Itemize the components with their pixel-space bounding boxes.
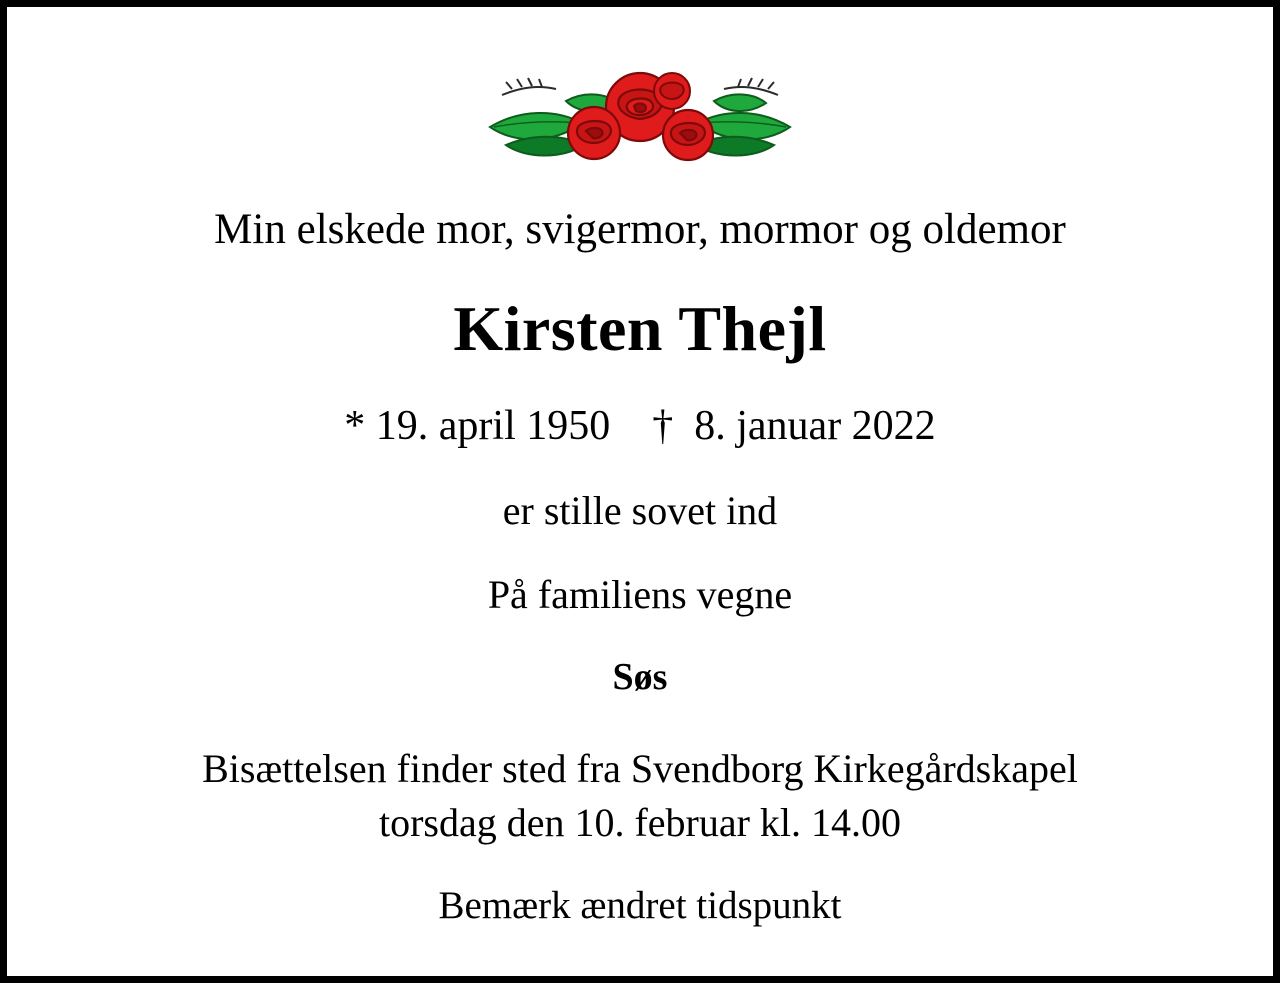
funeral-details [50,742,1230,850]
notice-headline: Min elskede mor, svigermor, mormor og oldemor [214,206,1066,253]
red-roses-ornament-icon [460,51,820,171]
birth-death-dates: * 19. april 1950 † 8. januar 2022 [344,403,936,450]
passing-text: er stille sovet ind [502,488,778,534]
signature-name: Søs [612,656,668,699]
funeral-details-line-1: Bisættelsen finder sted fra Svendborg Kirkegårdskapel [202,746,1078,792]
on-behalf-text: På familiens vegne [487,572,793,618]
notice-content [7,7,1273,976]
deceased-name: Kirsten Thejl [453,293,827,365]
time-change-remark: Bemærk ændret tidspunkt [438,884,842,928]
funeral-details-line-2: torsdag den 10. februar kl. 14.00 [378,800,902,846]
